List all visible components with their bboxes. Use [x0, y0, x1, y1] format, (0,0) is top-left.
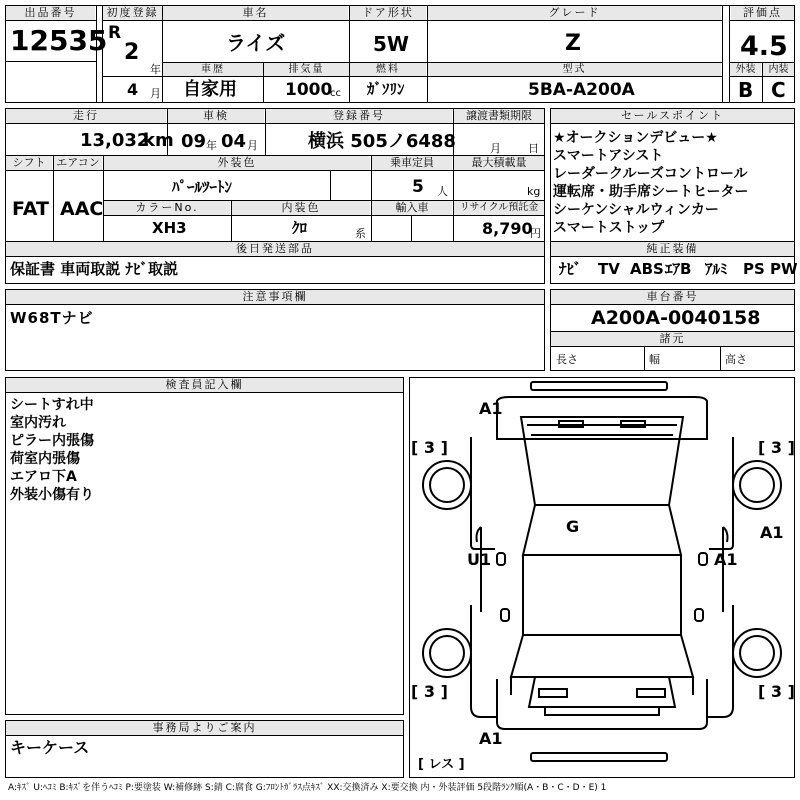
inspector-remark: シートすれ中	[10, 397, 94, 413]
interior-label: 内装	[763, 63, 794, 76]
grade-value: Z	[565, 31, 581, 56]
chassis-label: 車台番号	[551, 290, 794, 304]
transfer-day-unit: 日	[528, 142, 539, 155]
inspector-remark: 荷室内張傷	[10, 451, 80, 467]
inspector-label: 検査員記入欄	[6, 378, 403, 392]
ext-color-value: ﾊﾟｰﾙﾂｰﾄﾝ	[172, 178, 233, 196]
door-value: 5W	[373, 32, 409, 56]
chassis-value: A200A-0040158	[591, 307, 761, 329]
color-no-label: カラーNo.	[104, 201, 230, 215]
recycle-value: 8,790	[482, 219, 533, 238]
recycle-unit: 円	[530, 227, 541, 240]
score-label: 評価点	[731, 6, 794, 20]
car-name-label: 車名	[163, 6, 348, 20]
shift-label: シフト	[6, 156, 52, 170]
height-label: 高さ	[725, 353, 747, 366]
inspection-month-unit: 月	[247, 139, 258, 152]
mark-roof: G	[566, 517, 580, 536]
equipment-item: PW	[770, 260, 798, 278]
width-label: 幅	[649, 353, 660, 366]
sales-point: スマートアシスト	[553, 148, 664, 164]
mark-rear-left-tire: [ 3 ]	[411, 682, 448, 701]
fuel-value: ｶﾞｿﾘﾝ	[367, 80, 405, 98]
displacement-label: 排気量	[264, 63, 349, 76]
equipment-item: ｱﾙﾐ	[705, 260, 728, 278]
equipment-label: 純正装備	[551, 242, 794, 256]
shift-value: FAT	[12, 198, 49, 220]
lot-label: 出品番号	[6, 6, 95, 20]
sales-point: シーケンシャルウィンカー	[553, 202, 719, 218]
sales-points-label: セールスポイント	[551, 109, 794, 123]
reg-no-value: 横浜 505ノ6488	[308, 131, 456, 152]
notes-label: 注意事項欄	[6, 290, 544, 304]
notes-value: W68Tナビ	[10, 309, 94, 327]
inspector-remark: 外装小傷有り	[10, 487, 94, 503]
sales-point: 運転席・助手席シートヒーター	[553, 184, 749, 200]
recycle-label: リサイクル預託金	[454, 201, 544, 215]
sales-point: ★オークションデビュー★	[553, 130, 718, 146]
legend: A:ｷｽﾞ U:ﾍｺﾐ B:ｷｽﾞを伴うﾍｺﾐ P:要塗装 W:補修跡 S:錆 C:腐食 G:ﾌﾛﾝﾄｶﾞﾗｽ点ｷｽﾞ XX:交換済み X:要交換 内・外装評価 5段階ﾗﾝｸ順(A・B・C・D・E) 1	[8, 783, 607, 793]
displacement-unit: cc	[330, 88, 341, 99]
parts-label: 後日発送部品	[6, 242, 544, 256]
equipment-item: TV	[598, 260, 620, 278]
interior-value: C	[771, 78, 786, 102]
reg-year-unit: 年	[150, 63, 161, 76]
color-no-value: XH3	[152, 219, 187, 237]
grade-label: グレード	[428, 6, 721, 20]
reg-no-label: 登録番号	[266, 109, 452, 123]
exterior-value: B	[738, 78, 754, 102]
score-value: 4.5	[740, 31, 788, 62]
int-color-value: ｸﾛ	[292, 219, 308, 237]
equipment-item: ABS	[630, 260, 664, 278]
first-reg-label: 初度登録	[103, 6, 162, 20]
office-label: 事務局よりご案内	[6, 721, 403, 735]
inspector-remark: エアロ下A	[10, 469, 77, 485]
capacity-value: 5	[412, 177, 424, 197]
equipment-item: ﾅﾋﾞ	[559, 260, 582, 278]
ext-color-label: 外装色	[104, 156, 370, 170]
lot-number: 12535	[10, 24, 108, 57]
mark-rear-bumper: A1	[479, 729, 503, 748]
model-label: 型式	[428, 63, 721, 76]
history-label: 車歴	[163, 63, 263, 76]
car-damage-diagram	[409, 377, 795, 778]
mark-front-right-tire: [ 3 ]	[758, 438, 795, 457]
inspection-year: 09	[181, 131, 207, 152]
mark-right-fender: A1	[760, 523, 784, 542]
reg-era: R	[108, 23, 122, 43]
mark-front-bumper: A1	[479, 399, 503, 418]
int-color-unit: 系	[355, 227, 366, 240]
dims-label: 諸元	[551, 332, 794, 346]
load-unit: kg	[527, 185, 541, 198]
int-color-label: 内装色	[232, 201, 370, 215]
mileage-label: 走行	[6, 109, 166, 123]
office-value: キーケース	[10, 738, 90, 757]
inspection-year-unit: 年	[206, 139, 217, 152]
model-value: 5BA-A200A	[528, 80, 635, 100]
reg-month: 4	[127, 80, 139, 99]
import-label: 輸入車	[372, 201, 452, 215]
mark-front-left-tire: [ 3 ]	[411, 438, 448, 457]
transfer-month-unit: 月	[490, 142, 501, 155]
reg-year: 2	[124, 40, 140, 65]
exterior-label: 外装	[730, 63, 761, 76]
car-name: ライズ	[226, 31, 286, 55]
mark-left-door: U1	[467, 550, 492, 569]
ac-label: エアコン	[54, 156, 102, 170]
ac-value: AAC	[60, 198, 104, 220]
load-label: 最大積載量	[454, 156, 544, 170]
mark-right-door: A1	[714, 550, 738, 569]
inspection-label: 車検	[168, 109, 264, 123]
history-value: 自家用	[183, 79, 237, 100]
sales-point: レーダークルーズコントロール	[553, 166, 748, 182]
sales-point: スマートストップ	[553, 220, 665, 236]
mark-rear-note: [ レス ]	[418, 757, 465, 772]
inspection-month: 04	[221, 131, 247, 152]
transfer-label: 譲渡書類期限	[454, 109, 544, 123]
mileage-value: 13,032	[80, 130, 150, 151]
displacement-value: 1000	[285, 80, 333, 100]
fuel-label: 燃料	[350, 63, 426, 76]
length-label: 長さ	[556, 353, 578, 366]
inspector-remark: ピラー内張傷	[10, 433, 94, 449]
mileage-unit: km	[143, 130, 174, 151]
door-label: ドア形状	[350, 6, 426, 20]
equipment-item: ｴｱB	[665, 260, 692, 278]
reg-month-unit: 月	[150, 87, 161, 100]
mark-rear-right-tire: [ 3 ]	[758, 682, 795, 701]
parts-value: 保証書 車両取説 ﾅﾋﾞ取説	[10, 260, 178, 278]
inspector-remark: 室内汚れ	[10, 415, 66, 431]
equipment-item: PS	[743, 260, 765, 278]
capacity-unit: 人	[437, 185, 448, 198]
capacity-label: 乗車定員	[372, 156, 452, 170]
